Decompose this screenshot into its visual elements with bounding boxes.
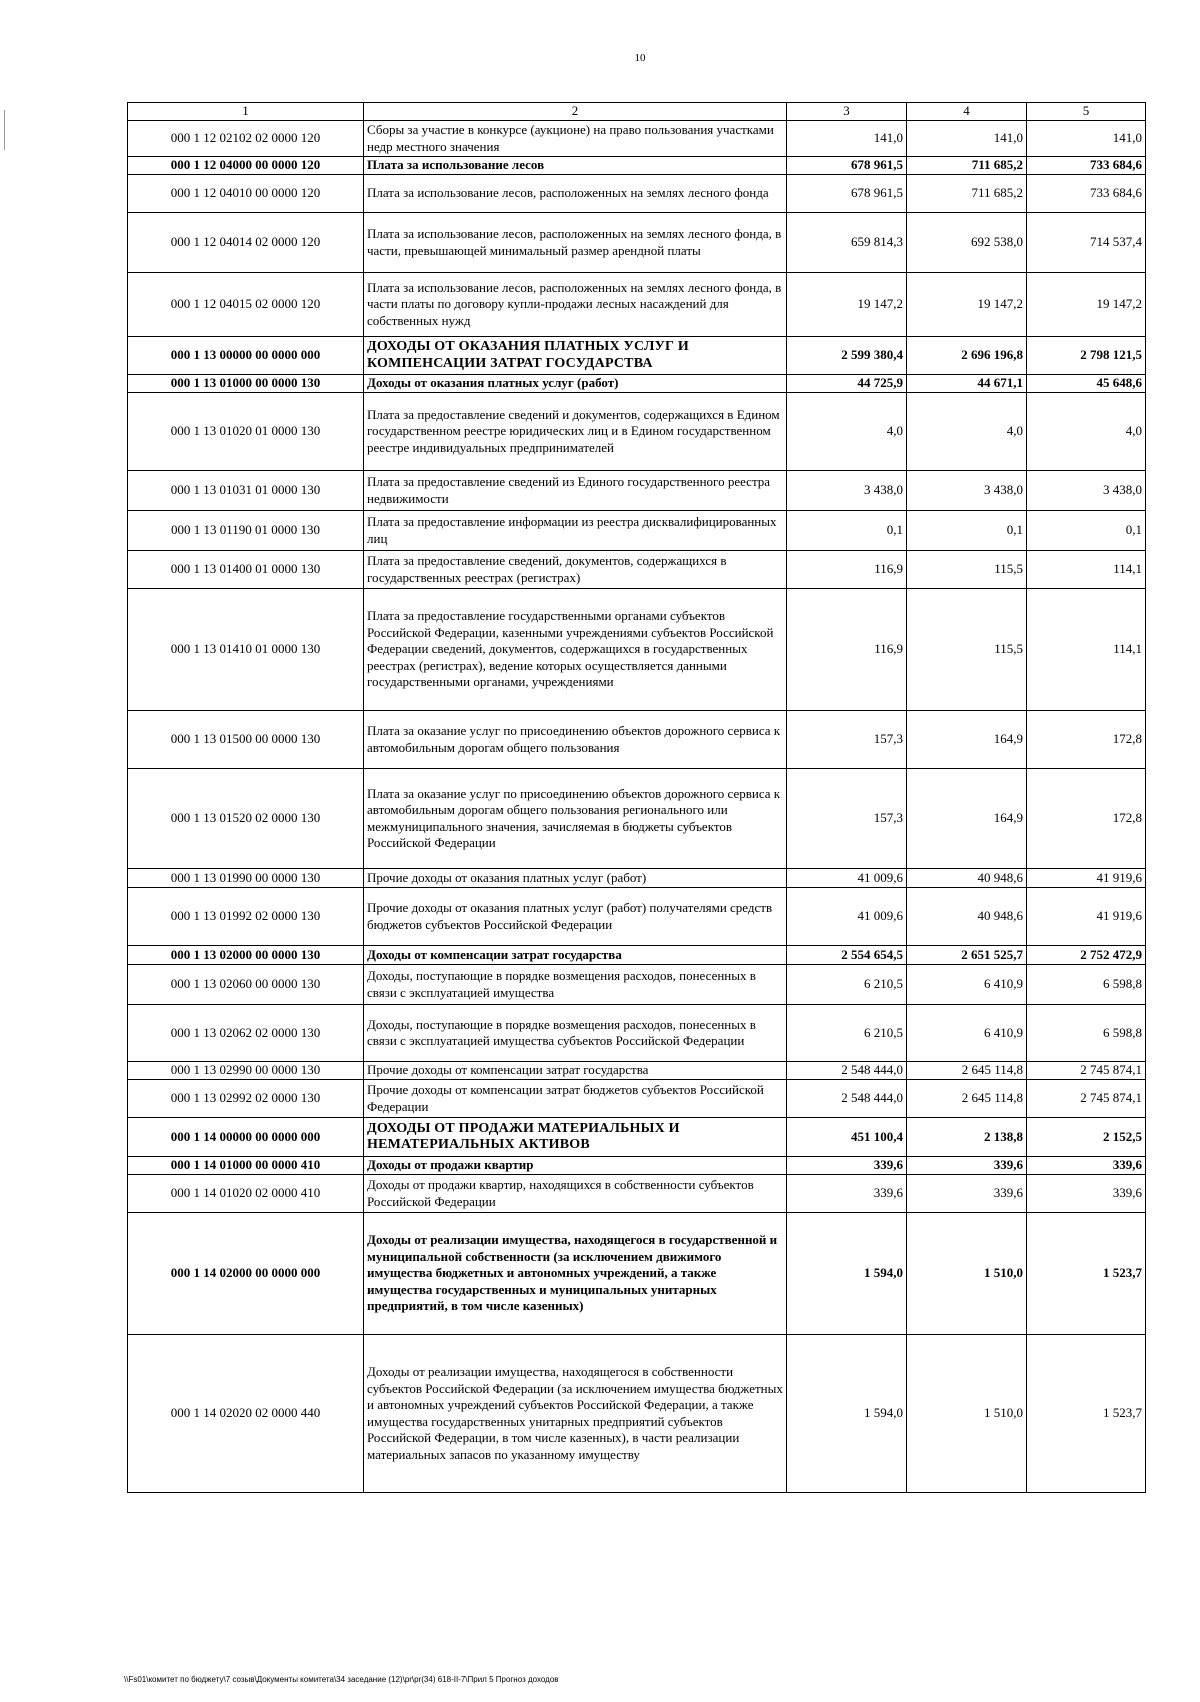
row-value-col5: 4,0	[1027, 393, 1146, 471]
table-row	[128, 175, 1146, 213]
row-name: Плата за использование лесов, расположенных на землях лесного фонда, в части, превышающей минимальный размер арендной платы	[364, 213, 787, 273]
row-value-col4: 2 138,8	[907, 1118, 1027, 1157]
row-value-col5: 339,6	[1027, 1157, 1146, 1175]
row-code: 000 1 13 01000 00 0000 130	[128, 375, 364, 393]
row-code: 000 1 14 00000 00 0000 000	[128, 1118, 364, 1157]
row-value-col4: 2 696 196,8	[907, 337, 1027, 375]
row-value-col5: 2 745 874,1	[1027, 1080, 1146, 1118]
row-code: 000 1 12 04014 02 0000 120	[128, 213, 364, 273]
row-code: 000 1 13 02062 02 0000 130	[128, 1005, 364, 1062]
row-value-col3: 116,9	[787, 589, 907, 711]
row-name: Сборы за участие в конкурсе (аукционе) на право пользования участками недр местного значения	[364, 121, 787, 157]
row-code: 000 1 13 01031 01 0000 130	[128, 471, 364, 511]
row-code: 000 1 13 02060 00 0000 130	[128, 965, 364, 1005]
row-value-col5: 0,1	[1027, 511, 1146, 551]
table-row	[128, 1080, 1146, 1118]
row-value-col5: 172,8	[1027, 711, 1146, 769]
table-body	[128, 121, 1146, 1493]
footer-file-path: \\Fs01\комитет по бюджету\7 созыв\Документы комитета\34 заседание (12)\pr\pr(34) 618-II-7\Прил 5 Прогноз доходов	[124, 1675, 559, 1684]
row-code: 000 1 13 01990 00 0000 130	[128, 869, 364, 888]
row-name: Плата за предоставление сведений и документов, содержащихся в Едином государственном реестре юридических лиц и в Едином государственном реестре индивидуальных предпринимателей	[364, 393, 787, 471]
row-value-col5: 3 438,0	[1027, 471, 1146, 511]
row-value-col3: 6 210,5	[787, 1005, 907, 1062]
row-value-col5: 733 684,6	[1027, 175, 1146, 213]
budget-table	[127, 102, 1146, 1493]
row-name: Доходы от продажи квартир	[364, 1157, 787, 1175]
row-value-col5: 2 752 472,9	[1027, 946, 1146, 965]
row-value-col4: 164,9	[907, 711, 1027, 769]
row-value-col4: 2 645 114,8	[907, 1062, 1027, 1080]
table-row	[128, 1335, 1146, 1493]
scan-edge-mark	[4, 110, 5, 150]
table-row	[128, 1062, 1146, 1080]
row-value-col3: 678 961,5	[787, 157, 907, 175]
table-row	[128, 337, 1146, 375]
row-value-col4: 339,6	[907, 1175, 1027, 1213]
row-value-col3: 451 100,4	[787, 1118, 907, 1157]
table-row	[128, 273, 1146, 337]
row-code: 000 1 12 04015 02 0000 120	[128, 273, 364, 337]
row-value-col4: 3 438,0	[907, 471, 1027, 511]
row-value-col4: 141,0	[907, 121, 1027, 157]
row-code: 000 1 13 01190 01 0000 130	[128, 511, 364, 551]
row-code: 000 1 12 04010 00 0000 120	[128, 175, 364, 213]
row-value-col5: 6 598,8	[1027, 1005, 1146, 1062]
row-code: 000 1 13 01020 01 0000 130	[128, 393, 364, 471]
row-value-col4: 1 510,0	[907, 1335, 1027, 1493]
row-value-col4: 2 645 114,8	[907, 1080, 1027, 1118]
row-value-col4: 115,5	[907, 589, 1027, 711]
row-name: Доходы от реализации имущества, находящегося в государственной и муниципальной собственности (за исключением движимого имущества бюджетных и автономных учреждений, а также имущества государственных и муниципальных унитарных предприятий, в том числе казенных)	[364, 1213, 787, 1335]
header-col-4: 4	[907, 103, 1027, 121]
header-col-5: 5	[1027, 103, 1146, 121]
row-name: Прочие доходы от оказания платных услуг (работ) получателями средств бюджетов субъектов Российской Федерации	[364, 888, 787, 946]
table-row	[128, 511, 1146, 551]
table-row	[128, 551, 1146, 589]
row-value-col3: 6 210,5	[787, 965, 907, 1005]
row-value-col4: 44 671,1	[907, 375, 1027, 393]
row-code: 000 1 14 01020 02 0000 410	[128, 1175, 364, 1213]
row-value-col4: 4,0	[907, 393, 1027, 471]
table-row	[128, 1118, 1146, 1157]
row-value-col3: 157,3	[787, 711, 907, 769]
row-name: ДОХОДЫ ОТ ПРОДАЖИ МАТЕРИАЛЬНЫХ И НЕМАТЕРИАЛЬНЫХ АКТИВОВ	[364, 1118, 787, 1157]
row-value-col5: 45 648,6	[1027, 375, 1146, 393]
header-col-2: 2	[364, 103, 787, 121]
row-name: Плата за использование лесов	[364, 157, 787, 175]
row-name: Плата за предоставление государственными органами субъектов Российской Федерации, казенными учреждениями субъектов Российской Федерации сведений, документов, содержащихся в государственных реестрах (регистрах), ведение которых осуществляется данными государственными органами, учреждениями	[364, 589, 787, 711]
table-row	[128, 1213, 1146, 1335]
row-value-col4: 19 147,2	[907, 273, 1027, 337]
row-name: Прочие доходы от оказания платных услуг (работ)	[364, 869, 787, 888]
table-row	[128, 121, 1146, 157]
row-value-col3: 1 594,0	[787, 1335, 907, 1493]
row-name: Доходы от реализации имущества, находящегося в собственности субъектов Российской Федерации (за исключением имущества бюджетных и автономных учреждений субъектов Российской Федерации, а также имущества государственных унитарных предприятий субъектов Российской Федерации, в том числе казенных), в части реализации материальных запасов по указанному имуществу	[364, 1335, 787, 1493]
row-value-col3: 0,1	[787, 511, 907, 551]
table-row	[128, 213, 1146, 273]
row-value-col3: 141,0	[787, 121, 907, 157]
row-name: Плата за оказание услуг по присоединению объектов дорожного сервиса к автомобильным дорогам общего пользования	[364, 711, 787, 769]
row-value-col5: 733 684,6	[1027, 157, 1146, 175]
row-name: Доходы от компенсации затрат государства	[364, 946, 787, 965]
row-code: 000 1 13 01400 01 0000 130	[128, 551, 364, 589]
table-row	[128, 869, 1146, 888]
table-row	[128, 471, 1146, 511]
row-value-col4: 339,6	[907, 1157, 1027, 1175]
table-row	[128, 769, 1146, 869]
row-code: 000 1 13 00000 00 0000 000	[128, 337, 364, 375]
row-name: Плата за использование лесов, расположенных на землях лесного фонда, в части платы по договору купли-продажи лесных насаждений для собственных нужд	[364, 273, 787, 337]
row-value-col5: 2 152,5	[1027, 1118, 1146, 1157]
row-value-col5: 339,6	[1027, 1175, 1146, 1213]
row-value-col3: 339,6	[787, 1175, 907, 1213]
row-name: Плата за использование лесов, расположенных на землях лесного фонда	[364, 175, 787, 213]
table-row	[128, 375, 1146, 393]
row-value-col3: 44 725,9	[787, 375, 907, 393]
row-name: Доходы, поступающие в порядке возмещения расходов, понесенных в связи с эксплуатацией имущества	[364, 965, 787, 1005]
row-value-col5: 41 919,6	[1027, 869, 1146, 888]
row-value-col5: 6 598,8	[1027, 965, 1146, 1005]
page-number: 10	[634, 52, 646, 64]
row-value-col4: 6 410,9	[907, 965, 1027, 1005]
row-code: 000 1 13 01992 02 0000 130	[128, 888, 364, 946]
row-value-col4: 115,5	[907, 551, 1027, 589]
row-value-col4: 164,9	[907, 769, 1027, 869]
header-col-3: 3	[787, 103, 907, 121]
row-value-col5: 41 919,6	[1027, 888, 1146, 946]
row-value-col3: 2 548 444,0	[787, 1080, 907, 1118]
row-code: 000 1 13 01410 01 0000 130	[128, 589, 364, 711]
row-code: 000 1 13 01500 00 0000 130	[128, 711, 364, 769]
table-row	[128, 711, 1146, 769]
row-value-col5: 2 745 874,1	[1027, 1062, 1146, 1080]
row-value-col3: 19 147,2	[787, 273, 907, 337]
row-name: Прочие доходы от компенсации затрат бюджетов субъектов Российской Федерации	[364, 1080, 787, 1118]
table-row	[128, 1005, 1146, 1062]
row-value-col5: 714 537,4	[1027, 213, 1146, 273]
row-code: 000 1 14 01000 00 0000 410	[128, 1157, 364, 1175]
table-row	[128, 589, 1146, 711]
row-value-col4: 40 948,6	[907, 888, 1027, 946]
row-value-col3: 2 554 654,5	[787, 946, 907, 965]
row-value-col5: 1 523,7	[1027, 1335, 1146, 1493]
row-name: Плата за предоставление сведений из Единого государственного реестра недвижимости	[364, 471, 787, 511]
row-value-col4: 6 410,9	[907, 1005, 1027, 1062]
row-name: Плата за предоставление сведений, документов, содержащихся в государственных реестрах (регистрах)	[364, 551, 787, 589]
row-value-col5: 141,0	[1027, 121, 1146, 157]
row-name: Плата за предоставление информации из реестра дисквалифицированных лиц	[364, 511, 787, 551]
row-value-col3: 3 438,0	[787, 471, 907, 511]
row-value-col4: 692 538,0	[907, 213, 1027, 273]
row-value-col3: 678 961,5	[787, 175, 907, 213]
row-value-col3: 116,9	[787, 551, 907, 589]
budget-table-container	[127, 102, 1145, 1493]
table-row	[128, 1175, 1146, 1213]
table-row	[128, 946, 1146, 965]
table-row	[128, 393, 1146, 471]
table-row	[128, 157, 1146, 175]
row-code: 000 1 13 01520 02 0000 130	[128, 769, 364, 869]
row-value-col5: 2 798 121,5	[1027, 337, 1146, 375]
row-value-col3: 2 548 444,0	[787, 1062, 907, 1080]
row-value-col5: 114,1	[1027, 551, 1146, 589]
row-value-col3: 2 599 380,4	[787, 337, 907, 375]
row-value-col5: 114,1	[1027, 589, 1146, 711]
row-value-col3: 339,6	[787, 1157, 907, 1175]
row-value-col4: 0,1	[907, 511, 1027, 551]
row-code: 000 1 13 02000 00 0000 130	[128, 946, 364, 965]
row-code: 000 1 13 02990 00 0000 130	[128, 1062, 364, 1080]
row-name: Прочие доходы от компенсации затрат государства	[364, 1062, 787, 1080]
row-value-col5: 19 147,2	[1027, 273, 1146, 337]
table-row	[128, 888, 1146, 946]
header-col-1: 1	[128, 103, 364, 121]
row-code: 000 1 12 02102 02 0000 120	[128, 121, 364, 157]
row-name: ДОХОДЫ ОТ ОКАЗАНИЯ ПЛАТНЫХ УСЛУГ И КОМПЕНСАЦИИ ЗАТРАТ ГОСУДАРСТВА	[364, 337, 787, 375]
row-value-col4: 1 510,0	[907, 1213, 1027, 1335]
row-value-col5: 1 523,7	[1027, 1213, 1146, 1335]
table-row	[128, 965, 1146, 1005]
row-name: Доходы, поступающие в порядке возмещения расходов, понесенных в связи с эксплуатацией имущества субъектов Российской Федерации	[364, 1005, 787, 1062]
row-code: 000 1 14 02020 02 0000 440	[128, 1335, 364, 1493]
row-code: 000 1 13 02992 02 0000 130	[128, 1080, 364, 1118]
row-value-col3: 1 594,0	[787, 1213, 907, 1335]
row-name: Доходы от оказания платных услуг (работ)	[364, 375, 787, 393]
row-value-col4: 40 948,6	[907, 869, 1027, 888]
row-value-col3: 41 009,6	[787, 888, 907, 946]
row-value-col3: 41 009,6	[787, 869, 907, 888]
row-value-col3: 4,0	[787, 393, 907, 471]
row-value-col4: 711 685,2	[907, 157, 1027, 175]
row-value-col5: 172,8	[1027, 769, 1146, 869]
row-value-col4: 711 685,2	[907, 175, 1027, 213]
table-header-row	[128, 103, 1146, 121]
row-name: Плата за оказание услуг по присоединению объектов дорожного сервиса к автомобильным дорогам общего пользования регионального или межмуниципального значения, зачисляемая в бюджеты субъектов Российской Федерации	[364, 769, 787, 869]
table-row	[128, 1157, 1146, 1175]
row-code: 000 1 14 02000 00 0000 000	[128, 1213, 364, 1335]
row-value-col4: 2 651 525,7	[907, 946, 1027, 965]
row-value-col3: 659 814,3	[787, 213, 907, 273]
row-value-col3: 157,3	[787, 769, 907, 869]
row-name: Доходы от продажи квартир, находящихся в собственности субъектов Российской Федерации	[364, 1175, 787, 1213]
row-code: 000 1 12 04000 00 0000 120	[128, 157, 364, 175]
